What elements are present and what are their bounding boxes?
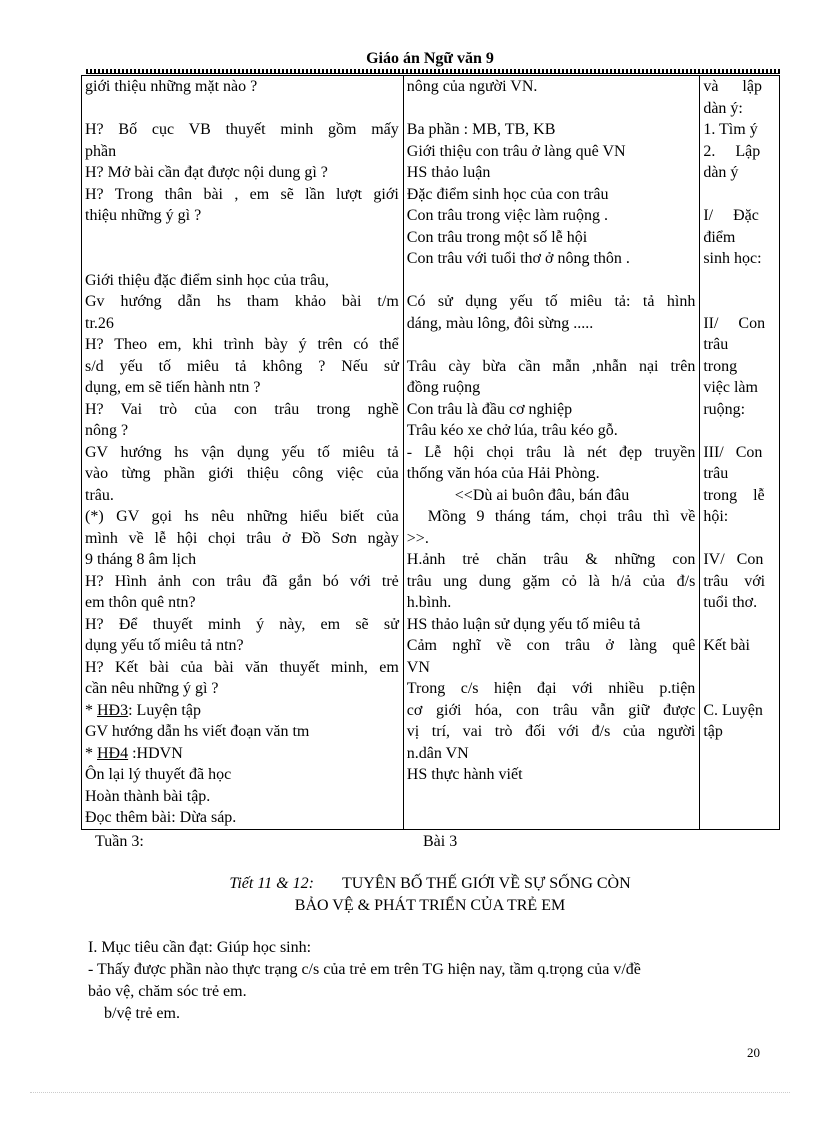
- student-activity-line: VN: [406, 658, 430, 676]
- teacher-activity-line: H? Bố cục VB thuyết minh gồm mấy: [85, 121, 399, 138]
- content-outline-line: [703, 528, 775, 550]
- hd3-label: HĐ3: [97, 701, 129, 719]
- teacher-activity-line: mình về lễ hội chọi trâu ở Đồ Sơn ngày: [85, 529, 399, 547]
- student-activity-line: Đặc điểm sinh học của con trâu: [406, 185, 609, 203]
- content-outline-line: việc làm: [703, 379, 758, 396]
- hd4-prefix: *: [85, 744, 97, 762]
- teacher-activity-line: H? Để thuyết minh ý này, em sẽ sử: [85, 615, 399, 633]
- teacher-activity-line: H? Hình ảnh con trâu đã gắn bó với trẻ: [85, 572, 399, 590]
- student-activity-line: n.dân VN: [406, 744, 469, 762]
- teacher-activity-line: thiệu những ý gì ?: [85, 207, 202, 224]
- teacher-activity-line: phần: [85, 142, 117, 160]
- content-outline-line: tuổi thơ.: [703, 594, 758, 611]
- teacher-activity-line: dụng yếu tố miêu tả ntn?: [85, 637, 244, 654]
- student-activity-line: Con trâu với tuổi thơ ở nông thôn .: [406, 250, 630, 267]
- homework-line: Hoàn thành bài tập.: [85, 787, 211, 805]
- student-activity-lines: [407, 76, 696, 786]
- teacher-activity-line: H? Kết bài của bài văn thuyết minh, em: [85, 658, 399, 676]
- content-outline-line: I/ Đặc: [703, 207, 759, 224]
- teacher-activity-line: GV hướng hs vận dụng yếu tố miêu tả: [85, 443, 399, 461]
- teacher-activity-line: tr.26: [85, 314, 114, 332]
- hd3-text: : Luyện tập: [128, 701, 201, 719]
- content-outline-line: và lập: [703, 78, 762, 95]
- teacher-activity-line: 9 tháng 8 âm lịch: [85, 551, 197, 568]
- student-activity-line: Con trâu trong một số lễ hội: [406, 228, 588, 246]
- teacher-activity-line: trâu.: [85, 486, 114, 504]
- hd3-prefix: *: [85, 701, 97, 719]
- content-outline-line: tập: [703, 723, 723, 740]
- student-activity-line: [407, 98, 696, 120]
- content-outline-line: trâu với: [703, 572, 766, 590]
- content-outline-line: điểm: [703, 228, 736, 246]
- student-activity-line: HS thảo luận: [406, 164, 491, 181]
- content-outline-line: [703, 291, 775, 313]
- student-activity-line: <<Dù ai buôn đâu, bán đâu: [406, 486, 630, 504]
- content-outline-line: [703, 678, 775, 700]
- objectives-section: [88, 937, 768, 1025]
- content-outline-column: [700, 76, 780, 830]
- student-activity-line: HS thực hành viết: [406, 766, 523, 783]
- content-outline-line: C. Luyện: [703, 701, 763, 719]
- student-activity-line: HS thảo luận sử dụng yếu tố miêu tả: [406, 615, 641, 633]
- footer-divider: [30, 1092, 790, 1093]
- content-outline-line: [703, 657, 775, 679]
- student-activity-line: - Lễ hội chọi trâu là nét đẹp truyền: [406, 443, 696, 461]
- teacher-activity-line: (*) GV gọi hs nêu những hiểu biết của: [85, 508, 399, 525]
- teacher-activity-line: [85, 248, 399, 270]
- content-outline-line: trong: [703, 357, 738, 375]
- student-activity-line: Con trâu trong việc làm ruộng .: [406, 207, 609, 224]
- content-outline-line: hội:: [703, 508, 729, 525]
- hd4-label: HĐ4: [97, 744, 129, 762]
- homework-line: Đọc thêm bài: Dừa sáp.: [85, 809, 237, 826]
- hd4-text: :HDVN: [128, 744, 183, 762]
- objectives-heading: I. Mục tiêu cần đạt: Giúp học sinh:: [88, 939, 312, 956]
- student-activity-line: [407, 270, 696, 292]
- student-activity-line: Giới thiệu con trâu ở làng quê VN: [406, 142, 626, 160]
- content-outline-line: trâu: [703, 465, 729, 482]
- teacher-activity-line: cần nêu những ý gì ?: [85, 680, 219, 697]
- student-activity-line: >>.: [406, 529, 429, 547]
- student-activity-line: Có sử dụng yếu tố miêu tả: tả hình: [406, 293, 696, 310]
- teacher-activity-line: Gv hướng dẫn hs tham khảo bài t/m: [85, 293, 399, 310]
- homework-lines: [85, 764, 399, 829]
- student-activity-line: Trong c/s hiện đại với nhiều p.tiện: [406, 680, 696, 697]
- activity-hd3-detail: GV hướng dẫn hs viết đoạn văn tm: [85, 723, 310, 740]
- period-label: [229, 875, 314, 892]
- student-activity-line: nông của người VN.: [406, 78, 538, 95]
- student-activity-line: trâu ung dung gặm cỏ là h/ả của đ/s: [406, 572, 696, 590]
- teacher-activity-line: [85, 98, 399, 120]
- student-activity-line: thống văn hóa của Hải Phòng.: [406, 465, 600, 482]
- content-outline-line: [703, 184, 775, 206]
- lesson-title-line-1: [0, 875, 816, 893]
- content-outline-line: II/ Con: [703, 314, 766, 332]
- teacher-activity-line: nông ?: [85, 422, 129, 439]
- table-row: [82, 76, 780, 830]
- student-activity-line: Trâu cày bừa cần mẫn ,nhẫn nại trên: [406, 357, 696, 375]
- content-outline-line: trong lễ: [703, 486, 765, 504]
- content-outline-line: trâu: [703, 336, 729, 353]
- teacher-activity-line: H? Mở bài cần đạt được nội dung gì ?: [85, 164, 328, 181]
- content-outline-line: dàn ý:: [703, 99, 743, 117]
- teacher-activity-line: H? Theo em, khi trình bày ý trên có thể: [85, 336, 399, 353]
- lesson-title-line-2: BẢO VỆ & PHÁT TRIỂN CỦA TRẺ EM: [294, 897, 566, 914]
- teacher-activity-lines: [85, 76, 399, 700]
- page-number: 20: [747, 1045, 760, 1060]
- teacher-activity-column: [82, 76, 404, 830]
- teacher-activity-line: H? Vai trò của con trâu trong nghề: [85, 400, 399, 418]
- student-activity-line: Con trâu là đầu cơ nghiệp: [406, 400, 573, 418]
- objective-1-continued: bảo vệ, chăm sóc trẻ em.: [88, 983, 247, 1000]
- page-header-title: Giáo án Ngữ văn 9: [366, 50, 494, 67]
- content-outline-line: [703, 614, 775, 636]
- student-activity-line: H.ảnh trẻ chăn trâu & những con: [406, 551, 696, 568]
- objective-1: - Thấy được phần nào thực trạng c/s của trẻ em trên TG hiện nay, tầm q.trọng của v/đề: [88, 961, 641, 978]
- student-activity-line: cơ giới hóa, con trâu vẫn giữ được: [406, 701, 696, 719]
- period-colon: :: [308, 875, 314, 892]
- activity-hd4: [85, 743, 399, 765]
- student-activity-line: Trâu kéo xe chở lúa, trâu kéo gỗ.: [406, 422, 618, 439]
- period-text: Tiết 11 & 12: [229, 875, 309, 892]
- student-activity-line: dáng, màu lông, đôi sừng .....: [406, 314, 594, 332]
- teacher-activity-line: giới thiệu những mặt nào ?: [85, 78, 258, 95]
- student-activity-line: h.bình.: [406, 594, 452, 611]
- homework-line: Ôn lại lý thuyết đã học: [85, 766, 232, 783]
- student-activity-line: Mồng 9 tháng tám, chọi trâu thì về: [406, 508, 696, 525]
- content-outline-line: 1. Tìm ý: [703, 121, 758, 138]
- student-activity-line: đồng ruộng: [406, 379, 481, 396]
- teacher-activity-line: vào từng phần giới thiệu công việc của: [85, 465, 399, 482]
- content-outline-line: [703, 270, 775, 292]
- content-outline-line: 2. Lập: [703, 142, 761, 160]
- activity-hd3: [85, 700, 399, 722]
- content-outline-lines: [703, 76, 775, 743]
- lesson-title-text-1: TUYÊN BỐ THẾ GIỚI VỀ SỰ SỐNG CÒN: [341, 875, 631, 892]
- lesson-number: Bài 3: [423, 833, 458, 850]
- teacher-activity-line: [85, 227, 399, 249]
- content-outline-line: Kết bài: [703, 637, 750, 654]
- teacher-activity-line: H? Trong thân bài , em sẽ lần lượt giới: [85, 185, 399, 203]
- student-activity-column: [403, 76, 700, 830]
- teacher-activity-line: dụng, em sẽ tiến hành ntn ?: [85, 379, 261, 396]
- week-label: Tuần 3:: [95, 833, 144, 850]
- lesson-plan-table: [81, 75, 780, 830]
- objective-2: b/vệ trẻ em.: [104, 1005, 180, 1022]
- header-divider: [86, 69, 780, 74]
- content-outline-line: III/ Con: [703, 443, 763, 461]
- student-activity-line: Ba phần : MB, TB, KB: [406, 121, 556, 138]
- student-activity-line: Cảm nghĩ về con trâu ở làng quê: [406, 637, 696, 654]
- student-activity-line: [407, 334, 696, 356]
- content-outline-line: dàn ý: [703, 164, 739, 181]
- content-outline-line: [703, 420, 775, 442]
- content-outline-line: IV/ Con: [703, 551, 764, 568]
- content-outline-line: sinh học:: [703, 250, 762, 267]
- student-activity-line: vị trí, vai trò đối với đ/s của người: [406, 723, 696, 740]
- teacher-activity-line: em thôn quê ntn?: [85, 594, 196, 611]
- teacher-activity-line: s/d yếu tố miêu tả không ? Nếu sử: [85, 357, 399, 375]
- content-outline-line: ruộng:: [703, 400, 746, 418]
- teacher-activity-line: Giới thiệu đặc điểm sinh học của trâu,: [85, 271, 329, 289]
